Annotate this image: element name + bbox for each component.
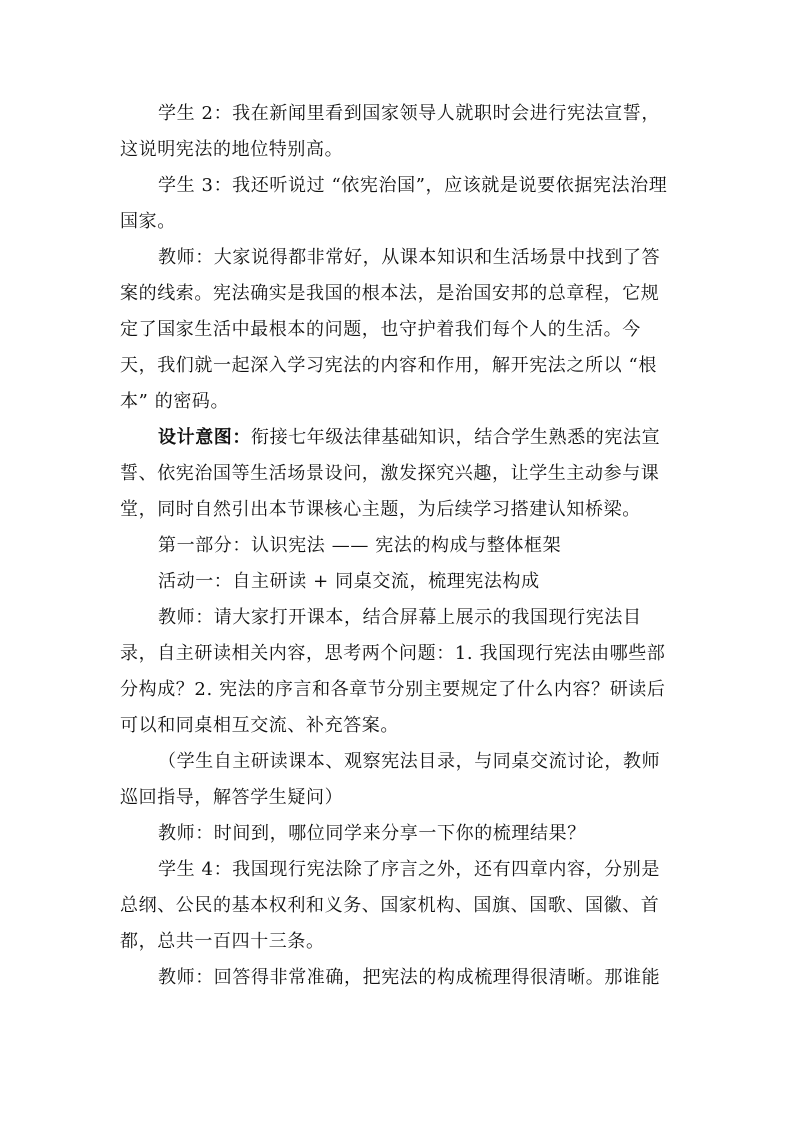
paragraph-teacher-call: 教师：时间到，哪位同学来分享一下你的梳理结果？ (158, 823, 586, 844)
paragraph-teacher-intro: 教师：大家说得都非常好，从课本知识和生活场景中找到了答案的线索。宪法确实是我国的根本法，是治国安邦的总章程，它规定了国家生活中最根本的问题，也守护着我们每个人的生活。今天，我们就一起深入学习宪法的内容和作用，解开宪法之所以 “根本” 的密码。 (120, 247, 661, 412)
paragraph-teacher-feedback: 教师：回答得非常准确，把宪法的构成梳理得很清晰。那谁能 (158, 967, 661, 988)
design-intent-label: 设计意图： (158, 427, 251, 448)
section-heading-part-one: 第一部分：认识宪法 —— 宪法的构成与整体框架 (158, 535, 562, 556)
paragraph-student-3: 学生 3：我还听说过 “依宪治国”，应该就是说要依据宪法治理国家。 (120, 175, 668, 232)
paragraph-student-4: 学生 4：我国现行宪法除了序言之外，还有四章内容，分别是总纲、公民的基本权利和义务、国家机构、国旗、国歌、国徽、首都，总共一百四十三条。 (120, 859, 660, 952)
design-intent-text: 衔接七年级法律基础知识，结合学生熟悉的宪法宣誓、依宪治国等生活场景设问，激发探究兴趣，让学生主动参与课堂，同时自然引出本节课核心主题，为后续学习搭建认知桥梁。 (120, 427, 661, 520)
paragraph-design-intent (120, 420, 676, 528)
paragraph-classroom-note: （学生自主研读课本、观察宪法目录，与同桌交流讨论，教师巡回指导，解答学生疑问） (120, 751, 661, 808)
paragraph-student-2: 学生 2：我在新闻里看到国家领导人就职时会进行宪法宣誓，这说明宪法的地位特别高。 (120, 103, 660, 160)
activity-heading-one: 活动一：自主研读 + 同桌交流，梳理宪法构成 (158, 571, 540, 592)
paragraph-teacher-task: 教师：请大家打开课本，结合屏幕上展示的我国现行宪法目录，自主研读相关内容，思考两个问题：1. 我国现行宪法由哪些部分构成？2. 宪法的序言和各章节分别主要规定了什么内容？研读后可以和同桌相互交流、补充答案。 (120, 607, 666, 736)
